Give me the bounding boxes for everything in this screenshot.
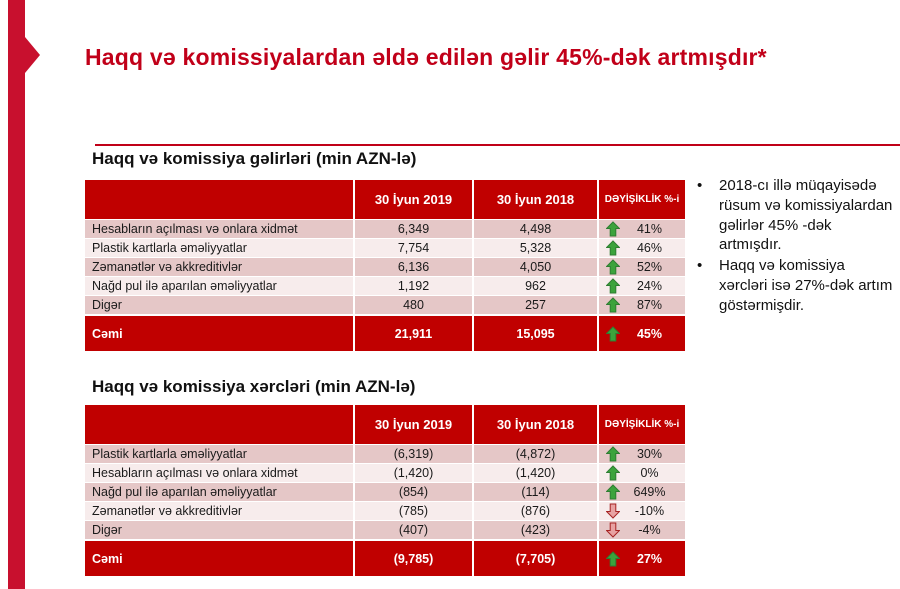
table-header-row	[85, 405, 685, 444]
up-arrow-icon	[606, 484, 620, 500]
up-arrow-icon	[606, 446, 620, 462]
column-header	[85, 405, 355, 444]
change-cell	[599, 483, 685, 501]
row-label: Zəmanətlər və akkreditivlər	[85, 502, 355, 520]
value-cell-2019: (407)	[355, 521, 474, 539]
change-cell	[599, 445, 685, 463]
change-percent: 46%	[636, 241, 663, 255]
bullet-icon: •	[697, 177, 703, 194]
value-cell-2018: (1,420)	[474, 464, 599, 482]
left-accent-bar	[8, 0, 25, 589]
table-total-row	[85, 541, 685, 576]
value-cell-2018: (7,705)	[474, 541, 599, 576]
column-header: 30 İyun 2018	[474, 180, 599, 219]
change-percent: 0%	[640, 466, 659, 480]
value-cell-2019: 21,911	[355, 316, 474, 351]
table-header-row	[85, 180, 685, 219]
row-label: Nağd pul ilə aparılan əməliyyatlar	[85, 483, 355, 501]
row-label: Nağd pul ilə aparılan əməliyyatlar	[85, 277, 355, 295]
table-total-row	[85, 316, 685, 351]
row-label: Zəmanətlər və akkreditivlər	[85, 258, 355, 276]
list-item	[697, 256, 893, 315]
notes-panel	[697, 176, 893, 317]
expense-table	[85, 405, 685, 577]
change-cell	[599, 220, 685, 238]
column-header: DƏYİŞİKLİK %-i	[604, 419, 680, 430]
change-percent: -10%	[634, 504, 665, 518]
value-cell-2019: 480	[355, 296, 474, 314]
left-accent-arrow-icon	[25, 37, 40, 73]
divider-line	[95, 144, 900, 146]
up-arrow-icon	[606, 551, 620, 567]
up-arrow-icon	[606, 240, 620, 256]
change-cell	[599, 316, 685, 351]
column-header	[85, 180, 355, 219]
column-header: DƏYİŞİKLİK %-i	[604, 194, 680, 205]
table-row	[85, 502, 685, 520]
value-cell-2019: 1,192	[355, 277, 474, 295]
change-percent: 45%	[636, 326, 663, 341]
up-arrow-icon	[606, 278, 620, 294]
row-label: Plastik kartlarla əməliyyatlar	[85, 239, 355, 257]
table-row	[85, 445, 685, 463]
row-label: Hesabların açılması və onlara xidmət	[85, 464, 355, 482]
column-header: 30 İyun 2019	[355, 180, 474, 219]
value-cell-2019: (785)	[355, 502, 474, 520]
row-label: Digər	[85, 521, 355, 539]
change-cell	[599, 277, 685, 295]
row-label: Plastik kartlarla əməliyyatlar	[85, 445, 355, 463]
up-arrow-icon	[606, 465, 620, 481]
table-row	[85, 277, 685, 295]
row-label: Cəmi	[85, 316, 355, 351]
change-percent: 87%	[636, 298, 663, 312]
change-cell	[599, 296, 685, 314]
value-cell-2018: 257	[474, 296, 599, 314]
change-percent: 27%	[636, 551, 663, 566]
value-cell-2018: 962	[474, 277, 599, 295]
value-cell-2019: (1,420)	[355, 464, 474, 482]
value-cell-2018: 4,050	[474, 258, 599, 276]
column-header: 30 İyun 2019	[355, 405, 474, 444]
row-label: Digər	[85, 296, 355, 314]
value-cell-2019: (9,785)	[355, 541, 474, 576]
change-cell	[599, 541, 685, 576]
column-header: 30 İyun 2018	[474, 405, 599, 444]
change-percent: 24%	[636, 279, 663, 293]
up-arrow-icon	[606, 221, 620, 237]
value-cell-2019: (854)	[355, 483, 474, 501]
up-arrow-icon	[606, 259, 620, 275]
change-percent: 52%	[636, 260, 663, 274]
value-cell-2018: 15,095	[474, 316, 599, 351]
table-row	[85, 521, 685, 539]
table-row	[85, 464, 685, 482]
value-cell-2018: 5,328	[474, 239, 599, 257]
change-percent: 30%	[636, 447, 663, 461]
value-cell-2019: 6,349	[355, 220, 474, 238]
list-item	[697, 176, 893, 255]
change-cell	[599, 502, 685, 520]
change-cell	[599, 464, 685, 482]
change-cell	[599, 258, 685, 276]
table-row	[85, 483, 685, 501]
section-title-expense: Haqq və komissiya xərcləri (min AZN-lə)	[92, 377, 416, 396]
value-cell-2019: 7,754	[355, 239, 474, 257]
value-cell-2018: (114)	[474, 483, 599, 501]
down-arrow-icon	[606, 522, 620, 538]
table-row	[85, 220, 685, 238]
up-arrow-icon	[606, 326, 620, 342]
change-percent: 649%	[633, 485, 666, 499]
table-row	[85, 258, 685, 276]
value-cell-2018: (4,872)	[474, 445, 599, 463]
row-label: Cəmi	[85, 541, 355, 576]
change-cell	[599, 521, 685, 539]
value-cell-2018: (876)	[474, 502, 599, 520]
row-label: Hesabların açılması və onlara xidmət	[85, 220, 355, 238]
value-cell-2019: (6,319)	[355, 445, 474, 463]
note-text: Haqq və komissiya xərcləri isə 27%-dək artım göstərmişdir.	[719, 257, 893, 314]
bullet-icon: •	[697, 257, 703, 275]
table-row	[85, 239, 685, 257]
note-text: 2018-cı illə müqayisədə rüsum və komissiyalardan gəlirlər 45% -dək artmışdır.	[719, 177, 893, 254]
slide-title: Haqq və komissiyalardan əldə edilən gəlir 45%-dək artmışdır*	[85, 44, 767, 70]
down-arrow-icon	[606, 503, 620, 519]
up-arrow-icon	[606, 297, 620, 313]
value-cell-2019: 6,136	[355, 258, 474, 276]
change-percent: 41%	[636, 222, 663, 236]
change-cell	[599, 239, 685, 257]
value-cell-2018: (423)	[474, 521, 599, 539]
table-row	[85, 296, 685, 314]
value-cell-2018: 4,498	[474, 220, 599, 238]
income-table	[85, 180, 685, 352]
change-percent: -4%	[638, 523, 661, 537]
section-title-income: Haqq və komissiya gəlirləri (min AZN-lə)	[92, 149, 417, 168]
